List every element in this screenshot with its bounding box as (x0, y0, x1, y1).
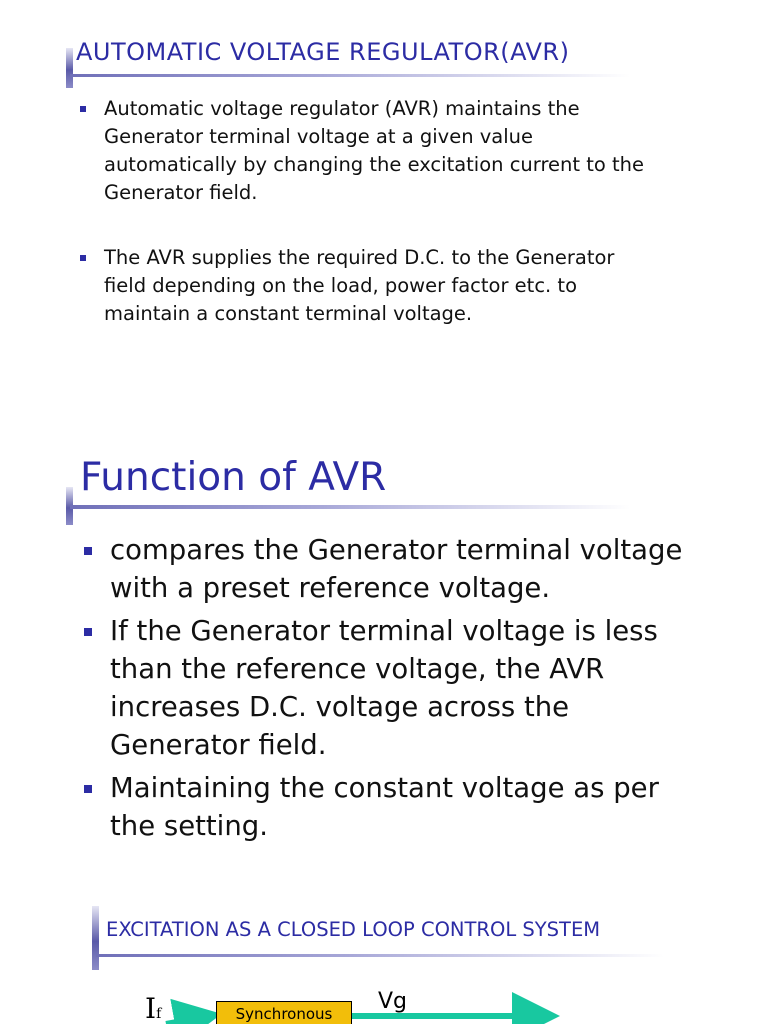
slide-title: EXCITATION AS A CLOSED LOOP CONTROL SYSTEM (106, 918, 601, 941)
square-bullet-icon (84, 628, 92, 636)
title-underline (70, 505, 630, 509)
bullet-text: If the Generator terminal voltage is less than the reference voltage, the AVR increases D.C. voltage across the Generator field. (110, 615, 658, 761)
field-current-label: If (145, 992, 162, 1024)
slide-title: AUTOMATIC VOLTAGE REGULATOR(AVR) (76, 38, 570, 66)
title-accent-bar (66, 48, 73, 88)
list-item (84, 769, 684, 845)
square-bullet-icon (80, 106, 86, 112)
synchronous-generator-block: Synchronous (216, 1001, 352, 1024)
slide-title: Function of AVR (80, 455, 387, 500)
list-item (84, 612, 684, 764)
slide-function-of-avr (0, 445, 768, 865)
generator-voltage-label: Vg (378, 989, 408, 1014)
square-bullet-icon (84, 547, 92, 555)
field-current-subscript: f (156, 1006, 162, 1022)
square-bullet-icon (84, 785, 92, 793)
slide-avr-definition (0, 0, 768, 400)
slide-closed-loop-control (0, 900, 768, 1024)
bullet-text: compares the Generator terminal voltage with a preset reference voltage. (110, 534, 683, 604)
list-item (84, 531, 684, 607)
title-underline (70, 74, 630, 77)
list-item (78, 244, 658, 328)
bullet-list (84, 531, 684, 845)
bullet-text: Automatic voltage regulator (AVR) maintains the Generator terminal voltage at a given value automatically by changing the excitation current to the Generator field. (104, 97, 645, 204)
list-item (78, 95, 658, 207)
square-bullet-icon (80, 255, 86, 261)
input-arrow (166, 1016, 210, 1024)
bullet-text: The AVR supplies the required D.C. to the Generator field depending on the load, power factor etc. to maintain a constant terminal voltage. (104, 246, 615, 325)
bullet-list (78, 95, 658, 328)
bullet-text: Maintaining the constant voltage as per the setting. (110, 772, 659, 842)
